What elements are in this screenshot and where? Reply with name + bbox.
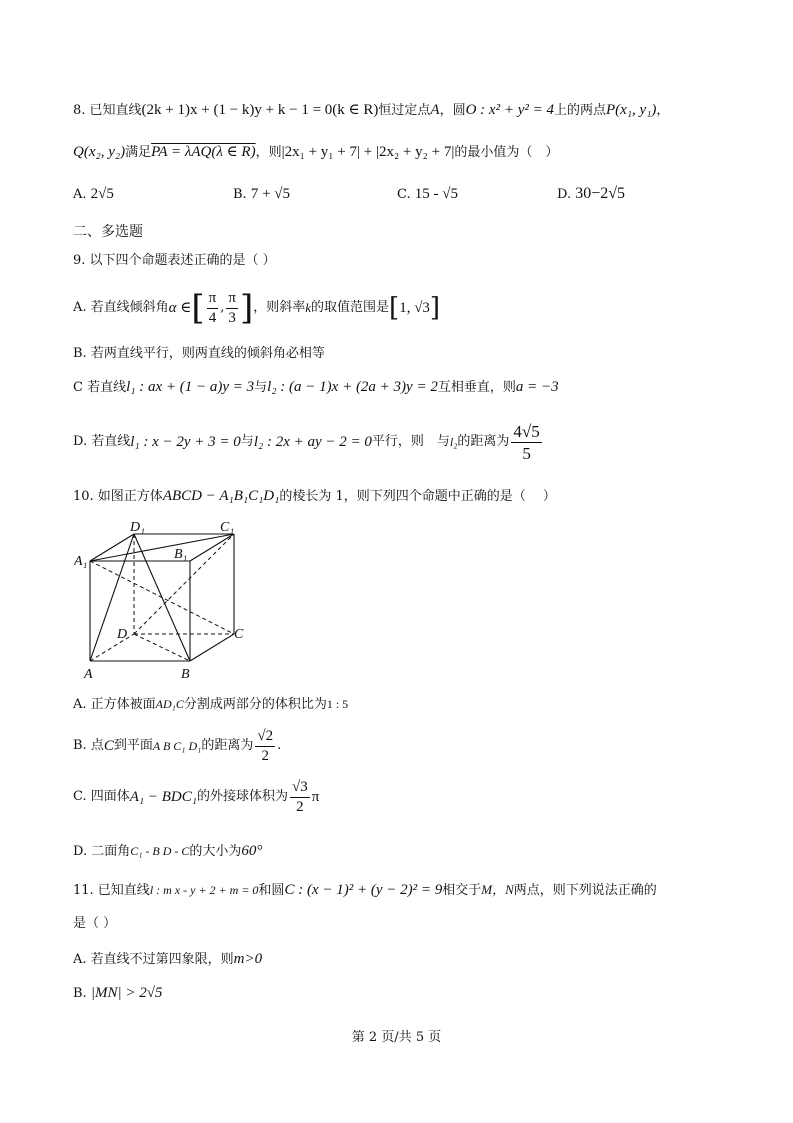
q8-vector-equation: PA = λAQ(λ ∈ R): [151, 144, 256, 160]
q9-stem: 9. 以下四个命题表述正确的是（ ）: [73, 253, 276, 268]
q8-point-a: A: [430, 102, 440, 118]
cube-figure: [74, 518, 254, 683]
q8-point-p: P(x₁, y₁): [606, 102, 657, 118]
q10-option-b: B. 点 C 到平面 A B C₁ D₁ 的距离为 $\frac{√2}{2}$ .: [73, 727, 282, 764]
q8-text: 上的两点: [553, 103, 606, 118]
q8-text: 恒过定点: [378, 103, 431, 118]
q10-option-c: C. 四面体 A₁ − BDC₁ 的外接球体积为 $\frac{√3}{2}$ π: [73, 778, 320, 815]
q8-text: 8. 已知直线: [73, 103, 142, 118]
q8-option-d: D. 30−2√5: [557, 185, 626, 202]
label-d: D: [117, 627, 128, 642]
label-b1: B₁: [174, 547, 188, 562]
q8-text: ，圆: [439, 103, 466, 118]
q10-option-d: D. 二面角C₁ - B D - C的大小为60°: [73, 843, 263, 859]
q8-circle-equation: O : x² + y² = 4: [465, 102, 554, 118]
section-heading: 二、多选题: [73, 224, 143, 240]
label-a1: A₁: [74, 554, 88, 569]
q8-line2: [73, 143, 558, 162]
q8-option-c: C. 15 - √5: [397, 186, 458, 202]
label-c: C: [234, 627, 244, 642]
q11-stem-line2: 是（ ）: [73, 916, 117, 931]
q9-option-d: D. 若直线 l₁ : x − 2y + 3 = 0 与 l₂ : 2x + ay − 2 = 0 平行，则 与 l₂ 的距离为 $\frac{4√5}{5}$: [73, 421, 540, 463]
q8-text: 的最小值为（ ）: [454, 145, 559, 160]
q8-line1: [73, 101, 669, 120]
label-d1: D₁: [130, 520, 145, 535]
q8-text: 满足: [125, 145, 152, 160]
label-a: A: [84, 667, 93, 682]
label-b: B: [181, 667, 190, 682]
q10-stem: 10. 如图正方体ABCD − A₁B₁C₁D₁的棱长为 1，则下列四个命题中正确的是（ ）: [73, 488, 556, 504]
q9-option-c: C 若直线l₁ : ax + (1 − a)y = 3与l₂ : (a − 1)x + (2a + 3)y = 2互相垂直，则a = −3: [73, 379, 559, 395]
q11-stem-line1: 11. 已知直线l : m x - y + 2 + m = 0和圆C : (x − 1)² + (y − 2)² = 9相交于M，N两点，则下列说法正确的: [73, 882, 657, 898]
page-footer: 第 2 页/共 5 页: [351, 1030, 442, 1045]
edge-bc: [190, 634, 234, 661]
diagonal-db-hidden: [134, 634, 190, 661]
q11-option-a: A. 若直线不过第四象限，则m>0: [73, 951, 263, 967]
q8-abs-expression: |2x₁ + y₁ + 7| + |2x₂ + y₂ + 7|: [281, 144, 455, 160]
q10-option-a: A. 正方体被面AD₁C分割成两部分的体积比为1 : 5: [73, 697, 349, 712]
q9-option-a: A. 若直线倾斜角 α ∈ [ $\frac{\pi}{4}$ , $\frac{\pi}{3}$ ] ，则斜率 k 的取值范围是 [ 1, √3 ]: [73, 288, 441, 328]
q8-point-q: Q(x₂, y₂): [73, 144, 126, 160]
edge-ad-hidden: [90, 634, 134, 661]
q8-option-a: A. 2√5: [73, 186, 114, 202]
q11-option-b: B. |MN| > 2√5: [73, 985, 163, 1001]
label-c1: C₁: [220, 520, 235, 535]
q8-text: ，则: [255, 145, 282, 160]
q8-line-equation: (2k + 1)x + (1 − k)y + k − 1 = 0(k ∈ R): [141, 102, 379, 118]
q8-comma: ，: [656, 103, 670, 118]
q9-option-b: B. 若两直线平行，则两直线的倾斜角必相等: [73, 346, 325, 361]
q8-option-b: B. 7 + √5: [233, 186, 291, 202]
diagonal-ad1: [90, 534, 134, 661]
